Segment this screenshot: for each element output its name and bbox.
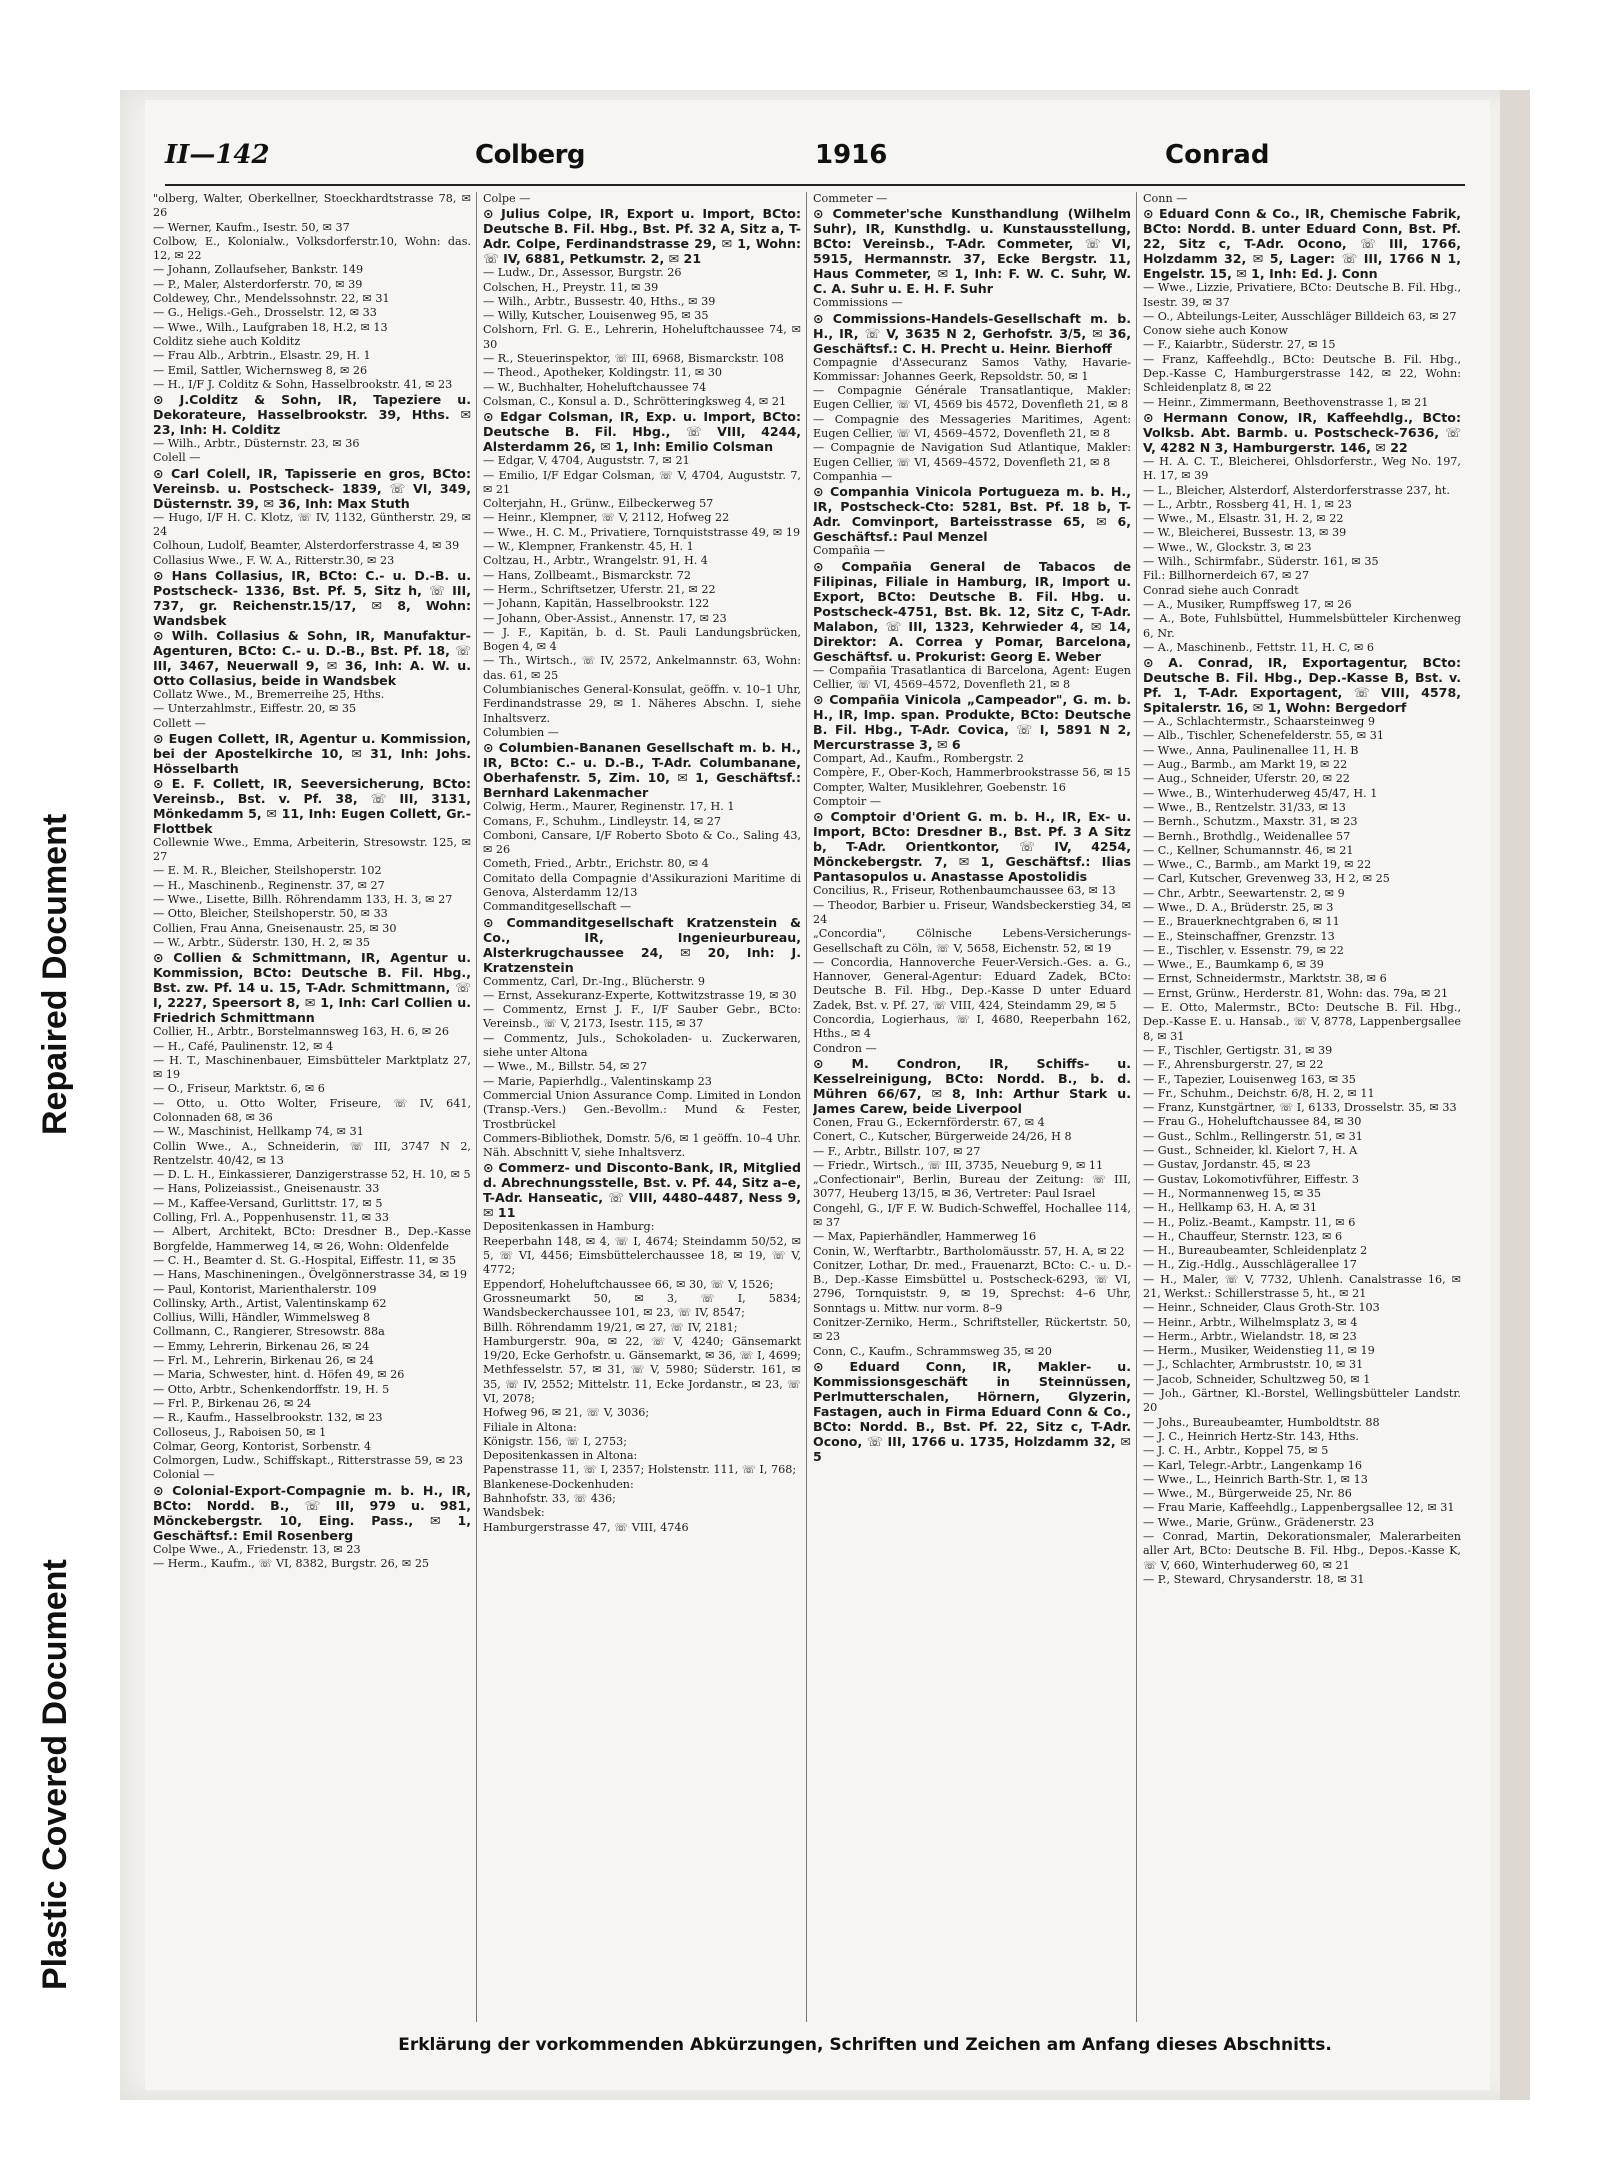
- directory-entry: — Wwe., E., Baumkamp 6, ✉ 39: [1143, 958, 1324, 972]
- column-divider: [806, 192, 807, 2022]
- directory-entry: — Unterzahlmstr., Eiffestr. 20, ✉ 35: [153, 702, 357, 716]
- directory-entry: — Otto, Arbtr., Schenkendorffstr. 19, H. 5: [153, 1382, 390, 1396]
- directory-entry: — Wwe., B., Rentzelstr. 31/33, ✉ 13: [1143, 800, 1346, 814]
- header-first-entry: Colberg: [475, 140, 586, 170]
- directory-entry: Commers-Bibliothek, Domstr. 5/6, ✉ 1 geöffn. 10–4 Uhr. Näh. Abschnitt V, siehe Inhaltsverz.: [483, 1131, 801, 1160]
- directory-entry: Reeperbahn 148, ✉ 4, ☏ I, 4674; Steindamm 50/52, ✉ 5, ☏ VI, 4456; Eimsbüttelerchaussee 18, ✉ 19, ☏ V, 4772;: [483, 1234, 801, 1277]
- directory-entry: — Herm., Schriftsetzer, Uferstr. 21, ✉ 22: [483, 582, 716, 596]
- directory-entry: Collier, H., Arbtr., Borstelmannsweg 163, H. 6, ✉ 26: [153, 1025, 449, 1039]
- directory-entry: — Compagnie des Messageries Maritimes, Agent: Eugen Cellier, ☏ VI, 4569–4572, Dovenfleth 21, ✉ 8: [813, 412, 1131, 441]
- directory-entry: Conen, Frau G., Eckernförderstr. 67, ✉ 4: [813, 1115, 1045, 1129]
- directory-entry: Collien, Frau Anna, Gneisenaustr. 25, ✉ 30: [153, 921, 397, 935]
- directory-entry: — P., Maler, Alsterdorferstr. 70, ✉ 39: [153, 277, 363, 291]
- directory-entry: — Frau Alb., Arbtrin., Elsastr. 29, H. 1: [153, 349, 371, 363]
- repaired-document-label: Repaired Document: [36, 813, 74, 1135]
- directory-entry: — Johann, Zollaufseher, Bankstr. 149: [153, 263, 364, 277]
- directory-entry: Comitato della Compagnie d'Assikurazioni Maritime di Genova, Alsterdamm 12/13: [483, 871, 801, 899]
- directory-entry: — C., Kellner, Schumannstr. 46, ✉ 21: [1143, 843, 1354, 857]
- directory-entry: Colpe Wwe., A., Friedenstr. 13, ✉ 23: [153, 1542, 361, 1556]
- directory-entry: ⊙ Companhia Vinicola Portugueza m. b. H., IR, Postscheck-Cto: 5281, Bst. Pf. 18 b, T-Adr. Comvinport, Barteisstrasse 65, ✉ 6, Geschäftsf.: Paul Menzel: [813, 484, 1131, 545]
- directory-entry: — Johann, Ober-Assist., Annenstr. 17, ✉ 23: [483, 611, 727, 625]
- directory-entry: — Joh., Gärtner, Kl.-Borstel, Wellingsbütteler Landstr. 20: [1143, 1387, 1461, 1415]
- directory-entry: — J. C. H., Arbtr., Koppel 75, ✉ 5: [1143, 1444, 1329, 1458]
- directory-entry: — Wwe., H. C. M., Privatiere, Tornquiststrasse 49, ✉ 19: [483, 525, 801, 539]
- directory-entry: Compère, F., Ober-Koch, Hammerbrookstrasse 56, ✉ 15: [813, 766, 1131, 780]
- directory-entry: — Compagnie Générale Transatlantique, Makler: Eugen Cellier, ☏ VI, 4569 bis 4572, Dovenfleth 21, ✉ 8: [813, 384, 1131, 412]
- directory-entry: — H., Chauffeur, Sternstr. 123, ✉ 6: [1143, 1229, 1343, 1243]
- directory-entry: Coltzau, H., Arbtr., Wrangelstr. 91, H. 4: [483, 554, 708, 568]
- column-divider: [476, 192, 477, 2022]
- directory-entry: ⊙ Commissions-Handels-Gesellschaft m. b. H., IR, ☏ V, 3635 N 2, Gerhofstr. 3/5, ✉ 36, Geschäftsf.: C. H. Precht u. Heinr. Bierhoff: [813, 310, 1131, 356]
- directory-entry: ⊙ Commeter'sche Kunsthandlung (Wilhelm Suhr), IR, Kunsthdlg. u. Kunstausstellung, BCto: Vereinsb., T-Adr. Commeter, ☏ VI, 5915, Hermannstr. 37, Ecke Bergstr. 11, Haus Commeter, ✉ 1, Inh: F. W. C. Suhr, W. C. A. Suhr u. E. H. F. Suhr: [813, 206, 1131, 297]
- directory-entry: Commanditgesellschaft —: [483, 900, 632, 914]
- directory-entry: — Otto, u. Otto Wolter, Friseure, ☏ IV, 641, Colonnaden 68, ✉ 36: [153, 1096, 471, 1124]
- directory-entry: Colterjahn, H., Grünw., Eilbeckerweg 57: [483, 497, 714, 511]
- directory-entry: Wandsbek:: [483, 1506, 545, 1520]
- directory-entry: — Wwe., Anna, Paulinenallee 11, H. B: [1143, 743, 1359, 757]
- directory-entry: Filiale in Altona:: [483, 1420, 577, 1434]
- directory-entry: Comptoir —: [813, 795, 881, 809]
- directory-entry: — Wwe., Wilh., Laufgraben 18, H.2, ✉ 13: [153, 320, 388, 334]
- directory-entry: Königstr. 156, ☏ I, 2753;: [483, 1434, 627, 1448]
- directory-entry: ⊙ Colonial-Export-Compagnie m. b. H., IR, BCto: Nordd. B., ☏ III, 979 u. 981, Mönckebergstr. 10, Eing. Pass., ✉ 1, Geschäftsf.: Emil Rosenberg: [153, 1482, 471, 1543]
- directory-entry: — Theodor, Barbier u. Friseur, Wandsbeckerstieg 34, ✉ 24: [813, 898, 1131, 926]
- directory-entry: — Max, Papierhändler, Hammerweg 16: [813, 1230, 1037, 1244]
- directory-entry: ⊙ E. F. Collett, IR, Seeversicherung, BCto: Vereinsb., Bst. v. Pf. 38, ☏ III, 3131, Mönkedamm 5, ✉ 11, Inh: Eugen Collett, Gr.-Flottbek: [153, 775, 471, 836]
- directory-entry: Colsman, C., Konsul a. D., Schrötteringksweg 4, ✉ 21: [483, 394, 787, 408]
- directory-entry: — Otto, Bleicher, Steilshoperstr. 50, ✉ 33: [153, 907, 388, 921]
- directory-entry: Conin, W., Werftarbtr., Bartholomäusstr. 57, H. A, ✉ 22: [813, 1244, 1125, 1258]
- directory-entry: — Emilio, I/F Edgar Colsman, ☏ V, 4704, Auguststr. 7, ✉ 21: [483, 468, 801, 496]
- directory-entry: — P., Steward, Chrysanderstr. 18, ✉ 31: [1143, 1572, 1365, 1586]
- directory-entry: ⊙ Hermann Conow, IR, Kaffeehdlg., BCto: Volksb. Abt. Barmb. u. Postscheck-7636, ☏ V, 4282 N 3, Hamburgerstr. 146, ✉ 22: [1143, 409, 1461, 455]
- directory-entry: Conrad siehe auch Conradt: [1143, 583, 1299, 597]
- header-rule: [165, 184, 1465, 186]
- directory-entry: — H., I/F J. Colditz & Sohn, Hasselbrookstr. 41, ✉ 23: [153, 377, 453, 391]
- directory-entry: — Hans, Zollbeamt., Bismarckstr. 72: [483, 568, 692, 582]
- directory-entry: — M., Kaffee-Versand, Gurlittstr. 17, ✉ 5: [153, 1196, 383, 1210]
- directory-entry: — Heinr., Klempner, ☏ V, 2112, Hofweg 22: [483, 511, 730, 525]
- directory-entry: Compter, Walter, Musiklehrer, Goebenstr. 16: [813, 780, 1066, 794]
- directory-entry: — H., Hellkamp 63, H. A, ✉ 31: [1143, 1201, 1318, 1215]
- directory-entry: — Frau Marie, Kaffeehdlg., Lappenbergsallee 12, ✉ 31: [1143, 1501, 1455, 1515]
- directory-entry: "olberg, Walter, Oberkellner, Stoeckhardtstrasse 78, ✉ 26: [153, 192, 471, 220]
- directory-entry: Colloseus, J., Raboisen 50, ✉ 1: [153, 1425, 327, 1439]
- directory-entry: — F., Ahrensburgerstr. 27, ✉ 22: [1143, 1058, 1324, 1072]
- directory-entry: — Aug., Barmb., am Markt 19, ✉ 22: [1143, 758, 1348, 772]
- directory-entry: Commercial Union Assurance Comp. Limited in London (Transp.-Vers.) Gen.-Bevollm.: Mund & Fester, Trostbrückel: [483, 1088, 801, 1131]
- directory-entry: — Bernh., Brothdlg., Weidenallee 57: [1143, 829, 1351, 843]
- footer-note: Erklärung der vorkommenden Abkürzungen, Schriften und Zeichen am Anfang dieses Abschnitts.: [398, 2035, 1332, 2055]
- directory-entry: — Compañia Trasatlantica di Barcelona, Agent: Eugen Cellier, ☏ VI, 4569–4572, Dovenfleth 21, ✉ 8: [813, 663, 1131, 691]
- directory-entry: — E. M. R., Bleicher, Steilshoperstr. 102: [153, 864, 382, 878]
- directory-entry: — Theod., Apotheker, Koldingstr. 11, ✉ 30: [483, 366, 722, 380]
- directory-entry: Depositenkassen in Altona:: [483, 1449, 638, 1463]
- directory-entry: Blankenese-Dockenhuden:: [483, 1477, 634, 1491]
- directory-entry: — Alb., Tischler, Schenefelderstr. 55, ✉ 31: [1143, 729, 1384, 743]
- directory-entry: — G., Heligs.-Geh., Drosselstr. 12, ✉ 33: [153, 306, 377, 320]
- directory-entry: — Wwe., B., Winterhuderweg 45/47, H. 1: [1143, 786, 1378, 800]
- directory-entry: Commissions —: [813, 296, 903, 310]
- directory-entry: Depositenkassen in Hamburg:: [483, 1220, 655, 1234]
- directory-entry: Companhia —: [813, 469, 893, 483]
- directory-entry: Columbianisches General-Konsulat, geöffn. v. 10–1 Uhr, Ferdinandstrasse 29, ✉ 1. Näheres Abschn. I, siehe Inhaltsverz.: [483, 683, 801, 725]
- column-divider: [1136, 192, 1137, 2022]
- directory-entry: ⊙ Eugen Collett, IR, Agentur u. Kommission, bei der Apostelkirche 10, ✉ 31, Inh: Johs. Hösselbarth: [153, 730, 471, 776]
- directory-entry: — Marie, Papierhdlg., Valentinskamp 23: [483, 1074, 712, 1088]
- directory-entry: Billh. Röhrendamm 19/21, ✉ 27, ☏ IV, 2181;: [483, 1320, 738, 1334]
- header-year: 1916: [815, 140, 888, 170]
- sidebar: [0, 0, 120, 2177]
- directory-entry: — E., Brauerknechtgraben 6, ✉ 11: [1143, 915, 1340, 929]
- directory-entry: — F., Tapezier, Louisenweg 163, ✉ 35: [1143, 1072, 1356, 1086]
- directory-entry: — Herm., Musiker, Weidenstieg 11, ✉ 19: [1143, 1344, 1375, 1358]
- directory-entry: — Hans, Polizeiassist., Gneisenaustr. 33: [153, 1182, 380, 1196]
- directory-entry: — Commentz, Juls., Schokoladen- u. Zuckerwaren, siehe unter Altona: [483, 1031, 801, 1060]
- directory-entry: — W., Arbtr., Süderstr. 130, H. 2, ✉ 35: [153, 935, 371, 949]
- directory-entry: — Franz, Kunstgärtner, ☏ I, 6133, Drosselstr. 35, ✉ 33: [1143, 1101, 1457, 1115]
- directory-entry: — Herm., Arbtr., Wielandstr. 18, ✉ 23: [1143, 1329, 1357, 1343]
- directory-entry: — Wwe., M., Elsastr. 31, H. 2, ✉ 22: [1143, 512, 1344, 526]
- directory-entry: Conn —: [1143, 192, 1188, 205]
- directory-entry: — H., Café, Paulinenstr. 12, ✉ 4: [153, 1039, 334, 1053]
- directory-entry: — L., Bleicher, Alsterdorf, Alsterdorferstrasse 237, ht.: [1143, 483, 1450, 497]
- directory-entry: — Hans, Maschineningen., Övelgönnerstrasse 34, ✉ 19: [153, 1268, 468, 1282]
- directory-entry: — Jacob, Schneider, Schultzweg 50, ✉ 1: [1143, 1372, 1371, 1386]
- directory-entry: ⊙ Eduard Conn & Co., IR, Chemische Fabrik, BCto: Nordd. B. unter Eduard Conn, Bst. Pf. 22, Sitz c, T-Adr. Ocono, ☏ III, 1766, Holzdamm 32, ✉ 5, Lager: ☏ III, 1766 N 1, Engelstr. 15, ✉ 1, Inh: Ed. J. Conn: [1143, 206, 1461, 282]
- directory-entry: — Herm., Kaufm., ☏ VI, 8382, Burgstr. 26, ✉ 25: [153, 1557, 430, 1570]
- directory-entry: — L., Arbtr., Rossberg 41, H. 1, ✉ 23: [1143, 497, 1352, 511]
- directory-entry: ⊙ Edgar Colsman, IR, Exp. u. Import, BCto: Deutsche B. Fil. Hbg., ☏ VIII, 4244, Alsterdamm 26, ✉ 1, Inh: Emilio Colsman: [483, 409, 801, 455]
- directory-entry: „Concordia", Cölnische Lebens-Versicherungs-Gesellschaft zu Cöln, ☏ V, 5658, Eichenstr. 52, ✉ 19: [813, 927, 1131, 955]
- directory-entry: — Conrad, Martin, Dekorationsmaler, Malerarbeiten aller Art, BCto: Deutsche B. Fil. Hbg., Depos.-Kasse K, ☏ V, 660, Winterhuderweg 60, ✉ 21: [1143, 1530, 1461, 1572]
- directory-column-3: [813, 192, 1131, 2022]
- directory-entry: — Heinr., Zimmermann, Beethovenstrasse 1, ✉ 21: [1143, 395, 1429, 409]
- directory-entry: ⊙ J.Colditz & Sohn, IR, Tapeziere u. Dekorateure, Hasselbrookstr. 39, Hths. ✉ 23, Inh: H. Colditz: [153, 392, 471, 438]
- directory-entry: Conitzer-Zerniko, Herm., Schriftsteller, Rückertstr. 50, ✉ 23: [813, 1316, 1131, 1344]
- directory-entry: — Wilh., Arbtr., Bussestr. 40, Hths., ✉ 39: [483, 294, 716, 308]
- directory-entry: Colhoun, Ludolf, Beamter, Alsterdorferstrasse 4, ✉ 39: [153, 539, 460, 553]
- directory-entry: — H., Normannenweg 15, ✉ 35: [1143, 1186, 1321, 1200]
- directory-entry: — Ernst, Grünw., Herderstr. 81, Wohn: das. 79a, ✉ 21: [1143, 986, 1449, 1000]
- directory-entry: Condron —: [813, 1041, 877, 1055]
- header-last-entry: Conrad: [1165, 140, 1270, 170]
- directory-entry: — Fr., Schuhm., Deichstr. 6/8, H. 2, ✉ 11: [1143, 1086, 1375, 1100]
- directory-entry: — Maria, Schwester, hint. d. Höfen 49, ✉ 26: [153, 1368, 405, 1382]
- directory-entry: — C. H., Beamter d. St. G.-Hospital, Eiffestr. 11, ✉ 35: [153, 1253, 457, 1267]
- directory-entry: — H., Maschinenb., Reginenstr. 37, ✉ 27: [153, 878, 385, 892]
- directory-entry: — Hugo, I/F H. C. Klotz, ☏ IV, 1132, Güntherstr. 29, ✉ 24: [153, 510, 471, 539]
- directory-entry: Colpe —: [483, 192, 531, 205]
- directory-entry: — H. T., Maschinenbauer, Eimsbütteler Marktplatz 27, ✉ 19: [153, 1053, 471, 1082]
- directory-entry: Colwig, Herm., Maurer, Reginenstr. 17, H. 1: [483, 800, 735, 814]
- directory-entry: Conow siehe auch Konow: [1143, 324, 1288, 338]
- directory-entry: Collett —: [153, 716, 206, 730]
- directory-entry: — W., Klempner, Frankenstr. 45, H. 1: [483, 540, 694, 554]
- directory-entry: — O., Friseur, Marktstr. 6, ✉ 6: [153, 1082, 325, 1096]
- page-number: II—142: [165, 140, 270, 170]
- directory-page: [145, 100, 1490, 2090]
- directory-entry: Commeter —: [813, 192, 888, 205]
- directory-entry: Cometh, Fried., Arbtr., Erichstr. 80, ✉ 4: [483, 857, 709, 871]
- directory-entry: — Werner, Kaufm., Isestr. 50, ✉ 37: [153, 220, 350, 234]
- directory-entry: — E., Tischler, v. Essenstr. 79, ✉ 22: [1143, 943, 1344, 957]
- directory-entry: Collius, Willi, Händler, Wimmelsweg 8: [153, 1311, 371, 1325]
- directory-entry: — J. C., Heinrich Hertz-Str. 143, Hths.: [1143, 1429, 1359, 1443]
- directory-entry: Conert, C., Kutscher, Bürgerweide 24/26, H 8: [813, 1130, 1072, 1144]
- directory-entry: — R., Steuerinspektor, ☏ III, 6968, Bismarckstr. 108: [483, 352, 784, 366]
- directory-entry: Compañia —: [813, 544, 885, 558]
- directory-entry: — Albert, Architekt, BCto: Dresdner B., Dep.-Kasse Borgfelde, Hammerweg 14, ✉ 26, Wohn: Oldenfelde: [153, 1225, 471, 1253]
- directory-entry: — A., Bote, Fuhlsbüttel, Hummelsbütteler Kirchenweg 6, Nr.: [1143, 612, 1461, 640]
- directory-entry: — Carl, Kutscher, Grevenweg 33, H 2, ✉ 25: [1143, 872, 1390, 886]
- directory-column-2: [483, 192, 801, 2022]
- directory-entry: ⊙ Eduard Conn, IR, Makler- u. Kommissionsgeschäft in Steinnüssen, Perlmutterschalen, Hörnern, Glyzerin, Fastagen, auch in Firma Eduard Conn & Co., BCto: Nordd. B., Bst. Pf. 22, Sitz c, T-Adr. Ocono, ☏ III, 1766 u. 1735, Holzdamm 32, ✉ 5: [813, 1358, 1131, 1464]
- directory-entry: ⊙ Compañia Vinicola „Campeador", G. m. b. H., IR, Imp. span. Produkte, BCto: Deutsche B. Fil. Hbg., T-Adr. Covica, ☏ I, 5891 N 2, Mercurstrasse 3, ✉ 6: [813, 692, 1131, 753]
- directory-entry: — D. L. H., Einkassierer, Danzigerstrasse 52, H. 10, ✉ 5: [153, 1168, 471, 1182]
- directory-entry: Compagnie d'Assecuranz Samos Vathy, Havarie-Kommissar: Johannes Geerk, Repsoldstr. 50, ✉ 1: [813, 355, 1131, 383]
- directory-entry: — Frau G., Hoheluftchaussee 84, ✉ 30: [1143, 1115, 1362, 1129]
- directory-entry: — Gust., Schlm., Rellingerstr. 51, ✉ 31: [1143, 1129, 1363, 1143]
- directory-entry: — Th., Wirtsch., ☏ IV, 2572, Ankelmannstr. 63, Wohn: das. 61, ✉ 25: [483, 654, 801, 682]
- directory-entry: Colschen, H., Preystr. 11, ✉ 39: [483, 280, 659, 294]
- directory-entry: Papenstrasse 11, ☏ I, 2357; Holstenstr. 111, ☏ I, 768;: [483, 1463, 797, 1477]
- directory-entry: ⊙ M. Condron, IR, Schiffs- u. Kesselreinigung, BCto: Nordd. B., b. d. Mühren 66/67, ✉ 8, Inh: Arthur Stark u. James Carew, beide Liverpool: [813, 1055, 1131, 1116]
- directory-entry: Columbien —: [483, 725, 559, 739]
- directory-entry: — Wwe., L., Heinrich Barth-Str. 1, ✉ 13: [1143, 1472, 1368, 1486]
- directory-entry: Comboni, Cansare, I/F Roberto Sboto & Co., Saling 43, ✉ 26: [483, 828, 801, 857]
- directory-entry: — Wilh., Arbtr., Düsternstr. 23, ✉ 36: [153, 437, 360, 451]
- directory-entry: — A., Maschinenb., Fettstr. 11, H. C, ✉ 6: [1143, 640, 1375, 654]
- directory-entry: Colbow, E., Kolonialw., Volksdorferstr.10, Wohn: das. 12, ✉ 22: [153, 234, 471, 263]
- directory-entry: Colmar, Georg, Kontorist, Sorbenstr. 4: [153, 1439, 372, 1453]
- directory-entry: — A., Schlachtermstr., Schaarsteinweg 9: [1143, 715, 1375, 729]
- directory-entry: — J., Schlachter, Armbruststr. 10, ✉ 31: [1143, 1358, 1364, 1372]
- directory-entry: — Wilh., Schirmfabr., Süderstr. 161, ✉ 35: [1143, 555, 1379, 569]
- directory-entry: — H. A. C. T., Bleicherei, Ohlsdorferstr., Weg No. 197, H. 17, ✉ 39: [1143, 454, 1461, 483]
- plastic-covered-label: Plastic Covered Document: [36, 1559, 74, 1990]
- directory-entry: ⊙ Collien & Schmittmann, IR, Agentur u. Kommission, BCto: Deutsche B. Fil. Hbg., Bst. zw. Pf. 14 u. 15, T-Adr. Schmittmann, ☏ I, 2227, Speersort 8, ✉ 1, Inh: Carl Collien u. Friedrich Schmittmann: [153, 950, 471, 1026]
- directory-entry: — R., Kaufm., Hasselbrookstr. 132, ✉ 23: [153, 1411, 383, 1425]
- directory-entry: — Ernst, Assekuranz-Experte, Kottwitzstrasse 19, ✉ 30: [483, 988, 797, 1002]
- page-edge: [1500, 90, 1530, 2100]
- directory-entry: Collatz Wwe., M., Bremerreihe 25, Hths.: [153, 687, 385, 701]
- directory-entry: Fil.: Billhornerdeich 67, ✉ 27: [1143, 569, 1310, 583]
- directory-entry: ⊙ Carl Colell, IR, Tapisserie en gros, BCto: Vereinsb. u. Postscheck- 1839, ☏ VI, 349, Düsternstr. 39, ✉ 36, Inh: Max Stuth: [153, 465, 471, 511]
- directory-entry: Colling, Frl. A., Poppenhusenstr. 11, ✉ 33: [153, 1211, 389, 1225]
- directory-entry: ⊙ Julius Colpe, IR, Export u. Import, BCto: Deutsche B. Fil. Hbg., Bst. Pf. 32 A, Sitz a, T-Adr. Colpe, Ferdinandstrasse 29, ✉ 1, Wohn: ☏ IV, 6881, Petkumstr. 2, ✉ 21: [483, 206, 801, 267]
- directory-entry: Collmann, C., Rangierer, Stresowstr. 88a: [153, 1325, 385, 1339]
- directory-entry: ⊙ Commerz- und Disconto-Bank, IR, Mitglied d. Abrechnungsstelle, Bst. v. Pf. 44, Sitz a–e, T-Adr. Hanseatic, ☏ VIII, 4480–4487, Ness 9, ✉ 11: [483, 1160, 801, 1221]
- directory-entry: — Franz, Kaffeehdlg., BCto: Deutsche B. Fil. Hbg., Dep.-Kasse C, Hamburgerstrasse 142, ✉ 22, Wohn: Schleidenplatz 8, ✉ 22: [1143, 352, 1461, 395]
- page-header: [165, 140, 1465, 180]
- directory-entry: ⊙ Columbien-Bananen Gesellschaft m. b. H., IR, BCto: C.- u. D.-B., T-Adr. Columbanane, Oberhafenstr. 5, Zim. 10, ✉ 1, Geschäftsf.: Bernhard Lakenmacher: [483, 740, 801, 801]
- directory-entry: — J. F., Kapitän, b. d. St. Pauli Landungsbrücken, Bogen 4, ✉ 4: [483, 625, 801, 654]
- directory-entry: Colonial —: [153, 1468, 215, 1482]
- directory-entry: — Frl. M., Lehrerin, Birkenau 26, ✉ 24: [153, 1354, 374, 1368]
- directory-entry: Grossneumarkt 50, ✉ 3, ☏ I, 5834; Wandsbeckerchaussee 101, ✉ 23, ☏ IV, 8547;: [483, 1291, 801, 1320]
- directory-entry: Comans, F., Schuhm., Lindleystr. 14, ✉ 27: [483, 814, 722, 828]
- directory-entry: Eppendorf, Hoheluftchaussee 66, ✉ 30, ☏ V, 1526;: [483, 1277, 774, 1291]
- directory-entry: — Edgar, V, 4704, Auguststr. 7, ✉ 21: [483, 454, 690, 468]
- directory-entry: Hamburgerstrasse 47, ☏ VIII, 4746: [483, 1520, 689, 1534]
- directory-entry: — Wwe., Lizzie, Privatiere, BCto: Deutsche B. Fil. Hbg., Isestr. 39, ✉ 37: [1143, 281, 1461, 309]
- directory-entry: ⊙ Compañia General de Tabacos de Filipinas, Filiale in Hamburg, IR, Import u. Export, BCto: Deutsche B. Fil. Hbg. u. Postscheck-4751, Bst. Bk. 12, Sitz C, T-Adr. Malabon, ☏ III, 1323, Kehrwieder 4, ✉ 14, Direktor: A. Correa y Pomar, Barcelona, Geschäftsf. u. Prokurist: Georg E. Weber: [813, 558, 1131, 664]
- directory-column-4: [1143, 192, 1461, 2022]
- directory-entry: Bahnhofstr. 33, ☏ 436;: [483, 1492, 616, 1506]
- directory-entry: — Ludw., Dr., Assessor, Burgstr. 26: [483, 266, 682, 280]
- directory-entry: — H., Zig.-Hdlg., Ausschlägerallee 17: [1143, 1258, 1357, 1272]
- directory-entry: „Confectionair", Berlin, Bureau der Zeitung: ☏ III, 3077, Heuberg 13/15, ✉ 36, Vertreter: Paul Israel: [813, 1173, 1131, 1201]
- directory-entry: — Wwe., D. A., Brüderstr. 25, ✉ 3: [1143, 900, 1334, 914]
- directory-entry: — Gustav, Jordanstr. 45, ✉ 23: [1143, 1158, 1311, 1172]
- directory-entry: Collin Wwe., A., Schneiderin, ☏ III, 3747 N 2, Rentzelstr. 40/42, ✉ 13: [153, 1139, 471, 1167]
- directory-entry: — W., Buchhalter, Hoheluftchaussee 74: [483, 380, 707, 394]
- directory-entry: ⊙ Comptoir d'Orient G. m. b. H., IR, Ex- u. Import, BCto: Dresdner B., Bst. Pf. 3 A Sitz b, T-Adr. Orientkontor, ☏ IV, 4254, Mönckebergstr. 7, ✉ 1, Geschäftsf.: Ilias Pantasopulos u. Anastasse Apostolidis: [813, 809, 1131, 885]
- directory-entry: — Commentz, Ernst J. F., I/F Sauber Gebr., BCto: Vereinsb., ☏ V, 2173, Isestr. 115, ✉ 37: [483, 1003, 801, 1031]
- directory-entry: Conitzer, Lothar, Dr. med., Frauenarzt, BCto: C.- u. D.-B., Dep.-Kasse Eimsbüttel u. Postscheck-6293, ☏ VI, 2796, Tornquiststr. 9, ✉ 19, Sprechst: 4–6 Uhr, Sonntags u. Mittw. nur vorm. 8–9: [813, 1258, 1131, 1315]
- directory-entry: — Gust., Schneider, kl. Kielort 7, H. A: [1143, 1144, 1358, 1158]
- directory-entry: — A., Musiker, Rumpffsweg 17, ✉ 26: [1143, 597, 1352, 611]
- directory-entry: — H., Maler, ☏ V, 7732, Uhlenh. Canalstrasse 16, ✉ 21, Werkst.: Schillerstrasse 5, ht., ✉ 21: [1143, 1272, 1461, 1300]
- directory-entry: — F., Arbtr., Billstr. 107, ✉ 27: [813, 1144, 981, 1158]
- directory-entry: — Emil, Sattler, Wichernsweg 8, ✉ 26: [153, 363, 368, 377]
- scanned-page: [120, 90, 1530, 2100]
- directory-entry: — Heinr., Arbtr., Wilhelmsplatz 3, ✉ 4: [1143, 1315, 1358, 1329]
- directory-entry: — Wwe., W., Glockstr. 3, ✉ 23: [1143, 540, 1312, 554]
- directory-entry: — E., Steinschaffner, Grenzstr. 13: [1143, 929, 1335, 943]
- directory-entry: Colditz siehe auch Kolditz: [153, 334, 301, 348]
- directory-entry: — Wwe., Lisette, Billh. Röhrendamm 133, H. 3, ✉ 27: [153, 893, 453, 907]
- directory-entry: — Frl. P., Birkenau 26, ✉ 24: [153, 1396, 312, 1410]
- directory-entry: Concordia, Logierhaus, ☏ I, 4680, Reeperbahn 162, Hths., ✉ 4: [813, 1013, 1131, 1041]
- directory-entry: — Wwe., C., Barmb., am Markt 19, ✉ 22: [1143, 858, 1372, 872]
- directory-entry: ⊙ Wilh. Collasius & Sohn, IR, Manufaktur-Agenturen, BCto: C.- u. D.-B., Bst. Pf. 18, ☏ III, 3467, Neuerwall 9, ✉ 36, Inh: A. W. u. Otto Collasius, beide in Wandsbek: [153, 627, 471, 688]
- directory-entry: Collinsky, Arth., Artist, Valentinskamp 62: [153, 1296, 387, 1310]
- directory-entry: — H., Bureaubeamter, Schleidenplatz 2: [1143, 1244, 1368, 1258]
- directory-entry: Commentz, Carl, Dr.-Ing., Blücherstr. 9: [483, 974, 706, 988]
- directory-column-1: [153, 192, 471, 2022]
- directory-entry: ⊙ Hans Collasius, IR, BCto: C.- u. D.-B. u. Postscheck- 1336, Bst. Pf. 5, Sitz h, ☏ III, 737, gr. Reichenstr.15/17, ✉ 8, Wohn: Wandsbek: [153, 567, 471, 628]
- directory-entry: — Concordia, Hannoverche Feuer-Versich.-Ges. a. G., Hannover, General-Agentur: Eduard Zadek, BCto: Deutsche B. Fil. Hbg., Dep.-Kasse D unter Eduard Zadek, Bst. v. Pf. 27, ☏ VIII, 424, Steindamm 29, ✉ 5: [813, 955, 1131, 1012]
- directory-entry: — Aug., Schneider, Uferstr. 20, ✉ 22: [1143, 772, 1350, 786]
- directory-entry: Colmorgen, Ludw., Schiffskapt., Ritterstrasse 59, ✉ 23: [153, 1454, 463, 1468]
- directory-entry: Collewnie Wwe., Emma, Arbeiterin, Stresowstr. 125, ✉ 27: [153, 835, 471, 864]
- directory-entry: Conn, C., Kaufm., Schrammsweg 35, ✉ 20: [813, 1344, 1052, 1358]
- directory-entry: — Bernh., Schutzm., Maxstr. 31, ✉ 23: [1143, 815, 1358, 829]
- directory-entry: Colell —: [153, 451, 201, 465]
- directory-entry: — H., Poliz.-Beamt., Kampstr. 11, ✉ 6: [1143, 1215, 1356, 1229]
- directory-entry: — Ernst, Schneidermstr., Marktstr. 38, ✉ 6: [1143, 972, 1387, 986]
- directory-entry: — Chr., Arbtr., Seewartenstr. 2, ✉ 9: [1143, 886, 1345, 900]
- directory-entry: — F., Kaiarbtr., Süderstr. 27, ✉ 15: [1143, 338, 1336, 352]
- directory-entry: Collasius Wwe., F. W. A., Ritterstr.30, ✉ 23: [153, 553, 395, 567]
- directory-entry: — E. Otto, Malermstr., BCto: Deutsche B. Fil. Hbg., Dep.-Kasse E. u. Hansab., ☏ V, 8778, Lappenbergsallee 8, ✉ 31: [1143, 1001, 1461, 1043]
- directory-entry: — Heinr., Schneider, Claus Groth-Str. 103: [1143, 1301, 1380, 1315]
- directory-entry: — Johs., Bureaubeamter, Humboldtstr. 88: [1143, 1415, 1380, 1429]
- directory-entry: — Compagnie de Navigation Sud Atlantique, Makler: Eugen Cellier, ☏ VI, 4569–4572, Dovenfleth 21, ✉ 8: [813, 441, 1131, 469]
- directory-entry: ⊙ A. Conrad, IR, Exportagentur, BCto: Deutsche B. Fil. Hbg., Dep.-Kasse B, Bst. v. Pf. 1, T-Adr. Exportagent, ☏ VIII, 4578, Spitalerstr. 16, ✉ 1, Wohn: Bergedorf: [1143, 655, 1461, 716]
- directory-entry: Compart, Ad., Kaufm., Rombergstr. 2: [813, 752, 1024, 766]
- directory-entry: — Friedr., Wirtsch., ☏ III, 3735, Neueburg 9, ✉ 11: [813, 1158, 1104, 1172]
- directory-entry: — Karl, Telegr.-Arbtr., Langenkamp 16: [1143, 1458, 1363, 1472]
- directory-entry: — W., Maschinist, Hellkamp 74, ✉ 31: [153, 1125, 364, 1139]
- directory-entry: — O., Abteilungs-Leiter, Ausschläger Billdeich 63, ✉ 27: [1143, 309, 1457, 323]
- directory-entry: — Wwe., M., Bürgerweide 25, Nr. 86: [1143, 1487, 1352, 1501]
- directory-entry: — Gustav, Lokomotivführer, Eiffestr. 3: [1143, 1172, 1359, 1186]
- directory-entry: Concilius, R., Friseur, Rothenbaumchaussee 63, ✉ 13: [813, 884, 1116, 898]
- directory-entry: — F., Tischler, Gertigstr. 31, ✉ 39: [1143, 1043, 1333, 1057]
- directory-entry: — W., Bleicherei, Bussestr. 13, ✉ 39: [1143, 526, 1347, 540]
- directory-entry: Hamburgerstr. 90a, ✉ 22, ☏ V, 4240; Gänsemarkt 19/20, Ecke Gerhofstr. u. Gänsemarkt, ✉ 36, ☏ I, 4699; Methfesselstr. 57, ✉ 31, ☏ V, 5980; Süderstr. 161, ✉ 35, ☏ IV, 2552; Mittelstr. 11, Ecke Jordanstr., ✉ 23, ☏ VI, 2078;: [483, 1334, 801, 1405]
- directory-entry: — Emmy, Lehrerin, Birkenau 26, ✉ 24: [153, 1339, 370, 1353]
- directory-entry: — Paul, Kontorist, Marienthalerstr. 109: [153, 1282, 377, 1296]
- directory-entry: Coldewey, Chr., Mendelssohnstr. 22, ✉ 31: [153, 292, 390, 306]
- directory-entry: — Willy, Kutscher, Louisenweg 95, ✉ 35: [483, 309, 709, 323]
- directory-entry: — Johann, Kapitän, Hasselbrookstr. 122: [483, 597, 710, 611]
- directory-entry: Hofweg 96, ✉ 21, ☏ V, 3036;: [483, 1406, 650, 1420]
- directory-entry: — Wwe., Marie, Grünw., Grädenerstr. 23: [1143, 1515, 1375, 1529]
- directory-entry: — Wwe., M., Billstr. 54, ✉ 27: [483, 1060, 648, 1074]
- directory-entry: Congehl, G., I/F F. W. Budich-Schweffel, Hochallee 114, ✉ 37: [813, 1201, 1131, 1229]
- directory-entry: ⊙ Commanditgesellschaft Kratzenstein & Co., IR, Ingenieurbureau, Alsterkrugchaussee 24, ✉ 20, Inh: J. Kratzenstein: [483, 914, 801, 975]
- directory-entry: Colshorn, Frl. G. E., Lehrerin, Hoheluftchaussee 74, ✉ 30: [483, 323, 801, 351]
